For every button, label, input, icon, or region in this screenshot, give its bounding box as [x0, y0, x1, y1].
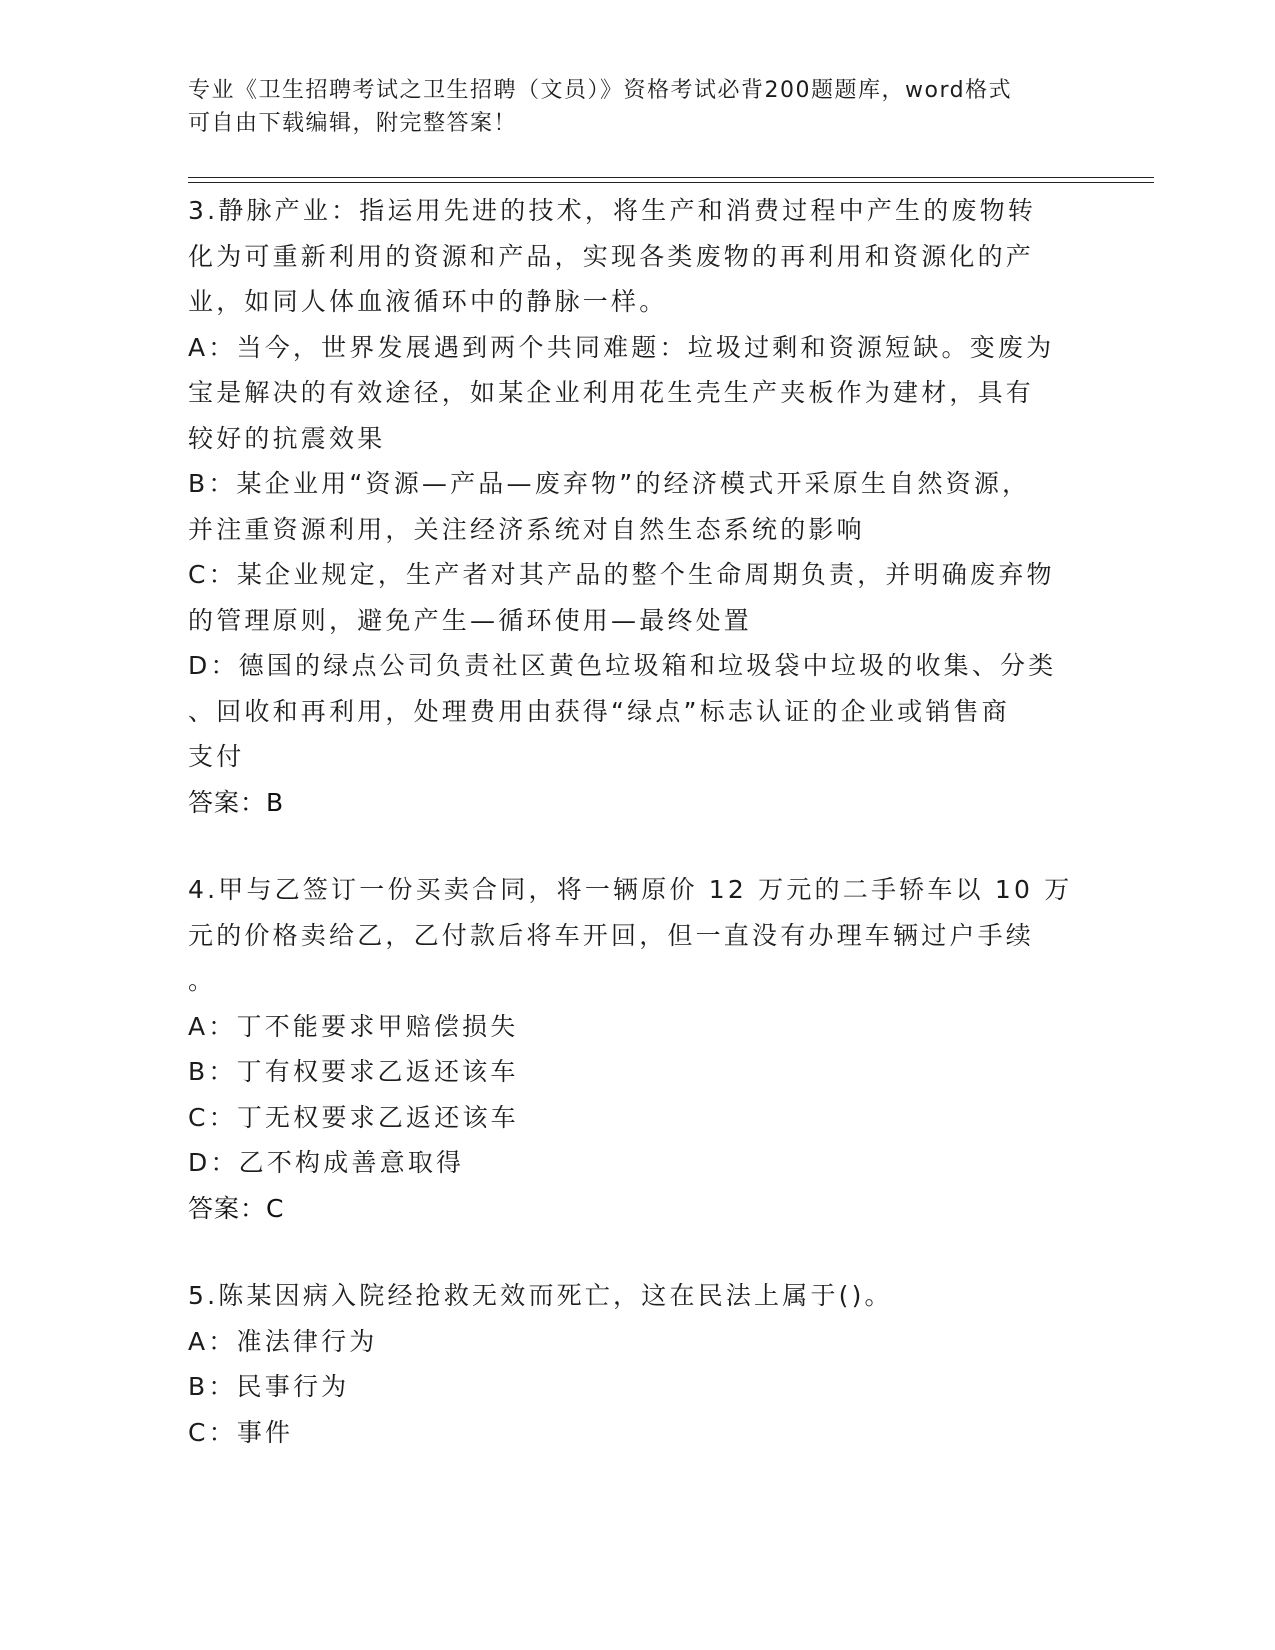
option-a-line: A：当今，世界发展遇到两个共同难题：垃圾过剩和资源短缺。变废为	[188, 332, 1055, 362]
option-a-line: A：准法律行为	[188, 1326, 378, 1356]
option-b-line: B：丁有权要求乙返还该车	[188, 1057, 519, 1086]
question-spacer	[188, 825, 1088, 867]
document-header	[188, 74, 1068, 140]
option-d-line: D：德国的绿点公司负责社区黄色垃圾箱和垃圾袋中垃圾的收集、分类	[188, 651, 1057, 680]
answer-label: 答案：B	[188, 787, 285, 817]
question-stem-line: 5.陈某因病入院经抢救无效而死亡，这在民法上属于()。	[188, 1281, 893, 1310]
option-d-line: D：乙不构成善意取得	[188, 1148, 465, 1177]
question-stem-line: 3.静脉产业：指运用先进的技术，将生产和消费过程中产生的废物转	[188, 196, 1037, 225]
option-d-line: 、回收和再利用，处理费用由获得“绿点”标志认证的企业或销售商	[188, 696, 1010, 726]
option-c-line: C：丁无权要求乙返还该车	[188, 1102, 519, 1132]
option-c-line: C：事件	[188, 1417, 294, 1447]
option-a-line: 宝是解决的有效途径，如某企业利用花生壳生产夹板作为建材，具有	[188, 378, 1035, 407]
option-d-line: 支付	[188, 742, 245, 771]
option-c-line: C：某企业规定，生产者对其产品的整个生命周期负责，并明确废弃物	[188, 560, 1055, 589]
question-spacer	[188, 1231, 1088, 1273]
question-stem-line: 元的价格卖给乙，乙付款后将车开回，但一直没有办理车辆过户手续	[188, 920, 1035, 950]
option-b-line: B：某企业用“资源—产品—废弃物”的经济模式开采原生自然资源，	[188, 469, 1031, 498]
header-divider-top	[188, 177, 1154, 178]
answer-label: 答案：C	[188, 1193, 285, 1223]
header-divider-bottom	[188, 182, 1154, 183]
question-stem-line: 。	[188, 966, 217, 995]
question-list	[188, 188, 1088, 1455]
option-c-line: 的管理原则，避免产生—循环使用—最终处置	[188, 605, 753, 635]
header-line-1: 专业《卫生招聘考试之卫生招聘（文员）》资格考试必背200题题库，word格式	[188, 78, 1013, 103]
question-5	[188, 1273, 1088, 1455]
question-stem-line: 业，如同人体血液循环中的静脉一样。	[188, 287, 668, 316]
header-line-2: 可自由下载编辑，附完整答案！	[188, 111, 518, 136]
option-a-line: 较好的抗震效果	[188, 423, 386, 453]
question-3	[188, 188, 1088, 825]
question-4	[188, 867, 1088, 1231]
option-b-line: B：民事行为	[188, 1372, 350, 1401]
option-b-line: 并注重资源利用，关注经济系统对自然生态系统的影响	[188, 514, 865, 544]
option-a-line: A：丁不能要求甲赔偿损失	[188, 1011, 519, 1041]
question-stem-line: 化为可重新利用的资源和产品，实现各类废物的再利用和资源化的产	[188, 241, 1035, 271]
question-stem-line: 4.甲与乙签订一份买卖合同，将一辆原价 12 万元的二手轿车以 10 万	[188, 875, 1073, 904]
